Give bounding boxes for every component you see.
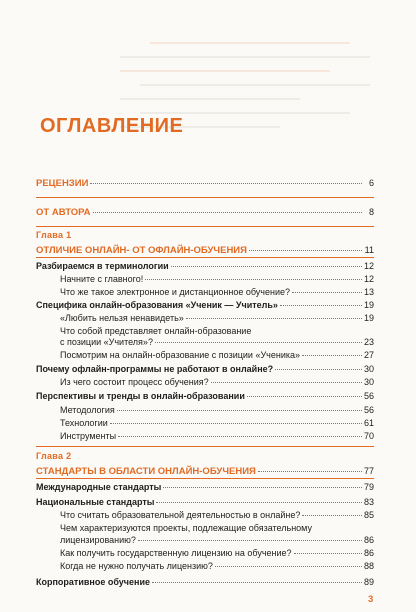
entry-text: «Любить нельзя ненавидеть» — [60, 313, 184, 323]
dot-leader — [302, 354, 362, 356]
toc-entry[interactable] — [36, 391, 374, 402]
entry-text: Что же такое электронное и дистанционное обучение? — [60, 287, 291, 297]
entry-text: Перспективы и тренды в онлайн-образовании — [36, 391, 245, 401]
dot-leader — [215, 565, 362, 567]
entry-page: 19 — [363, 300, 374, 310]
toc-subentry[interactable] — [36, 377, 374, 388]
entry-text: Начните с главного! — [60, 274, 144, 284]
entry-page: 8 — [368, 207, 374, 217]
entry-page: 86 — [363, 535, 374, 545]
chapter-title-text: ОТЛИЧИЕ ОНЛАЙН- ОТ ОФЛАЙН-ОБУЧЕНИЯ — [36, 245, 247, 256]
entry-text: Разбираемся в терминологии — [36, 261, 169, 271]
dot-leader — [90, 182, 362, 184]
entry-page: 27 — [363, 350, 374, 360]
dot-leader — [145, 278, 362, 280]
chapter-rule — [36, 257, 374, 258]
entry-text: Как получить государственную лицензию на обучение? — [60, 548, 292, 558]
dot-leader — [171, 265, 362, 267]
chapter-page: 77 — [363, 466, 374, 476]
chapter-label: Глава 2 — [36, 451, 72, 461]
dot-leader — [163, 486, 362, 488]
toc-title: ОГЛАВЛЕНИЕ — [40, 115, 184, 137]
entry-page: 12 — [363, 261, 374, 271]
toc-entry-from-author[interactable] — [36, 207, 374, 218]
toc-subentry[interactable] — [36, 431, 374, 442]
chapter-rule — [36, 478, 374, 479]
dot-leader — [280, 304, 362, 306]
entry-page: 30 — [363, 364, 374, 374]
toc-subentry[interactable] — [36, 337, 374, 348]
entry-text: Специфика онлайн-образования «Ученик — Учитель» — [36, 300, 278, 310]
divider — [36, 226, 374, 227]
chapter-title-text: СТАНДАРТЫ В ОБЛАСТИ ОНЛАЙН-ОБУЧЕНИЯ — [36, 466, 256, 477]
entry-text: Инструменты — [60, 431, 117, 441]
dot-leader — [152, 581, 362, 583]
toc-entry[interactable] — [36, 482, 374, 493]
toc-entry[interactable] — [36, 261, 374, 272]
entry-page: 23 — [363, 337, 374, 347]
entry-text: с позиции «Учителя»? — [60, 337, 153, 347]
entry-text: Методология — [60, 405, 115, 415]
entry-text: Технологии — [60, 418, 108, 428]
entry-page: 61 — [363, 418, 374, 428]
toc-subentry[interactable] — [36, 561, 374, 572]
entry-page: 83 — [363, 497, 374, 507]
toc-entry[interactable] — [36, 300, 374, 311]
entry-text: Международные стандарты — [36, 482, 162, 492]
toc-subentry[interactable] — [36, 523, 374, 534]
entry-text: Что считать образовательной деятельностью в онлайне? — [60, 510, 301, 520]
dot-leader — [93, 211, 362, 213]
entry-page: 13 — [363, 287, 374, 297]
entry-page: 30 — [363, 377, 374, 387]
entry-text: Корпоративное обучение — [36, 577, 150, 587]
toc-subentry[interactable] — [36, 350, 374, 361]
entry-page: 19 — [363, 313, 374, 323]
dot-leader — [118, 435, 362, 437]
dot-leader — [292, 291, 362, 293]
entry-text: Когда не нужно получать лицензию? — [60, 561, 213, 571]
toc-subentry[interactable] — [36, 326, 374, 337]
entry-text: Чем характеризуются проекты, подлежащие обязательному — [60, 523, 312, 533]
entry-page: 89 — [363, 577, 374, 587]
page-number: 3 — [368, 594, 374, 605]
entry-text: Посмотрим на онлайн-образование с позиции «Ученика» — [60, 350, 301, 360]
entry-text: Почему офлайн-программы не работают в онлайне? — [36, 364, 274, 374]
dot-leader — [247, 395, 362, 397]
entry-page: 6 — [368, 178, 374, 188]
entry-page: 88 — [363, 561, 374, 571]
chapter-page: 11 — [364, 245, 374, 255]
toc-entry[interactable] — [36, 497, 374, 508]
entry-page: 56 — [363, 391, 374, 401]
entry-text: ОТ АВТОРА — [36, 207, 91, 218]
entry-text: Из чего состоит процесс обучения? — [60, 377, 209, 387]
toc-entry[interactable] — [36, 364, 374, 375]
toc-subentry[interactable] — [36, 405, 374, 416]
dot-leader — [275, 368, 362, 370]
toc-subentry[interactable] — [36, 287, 374, 298]
chapter-title-2[interactable] — [36, 466, 374, 477]
dot-leader — [117, 409, 362, 411]
dot-leader — [294, 552, 362, 554]
dot-leader — [258, 470, 362, 472]
divider — [36, 446, 374, 447]
dot-leader — [302, 514, 362, 516]
entry-page: 12 — [363, 274, 374, 284]
dot-leader — [155, 341, 362, 343]
entry-page: 79 — [363, 482, 374, 492]
entry-page: 85 — [363, 510, 374, 520]
dot-leader — [186, 317, 362, 319]
entry-text: РЕЦЕНЗИИ — [36, 178, 89, 189]
toc-entry-reviews[interactable] — [36, 178, 374, 189]
entry-page: 86 — [363, 548, 374, 558]
dot-leader — [138, 539, 362, 541]
entry-page: 70 — [363, 431, 374, 441]
entry-text: лицензированию? — [60, 535, 136, 545]
dot-leader — [211, 381, 362, 383]
toc-subentry[interactable] — [36, 548, 374, 559]
toc-subentry[interactable] — [36, 313, 374, 324]
toc-subentry[interactable] — [36, 510, 374, 521]
toc-subentry[interactable] — [36, 418, 374, 429]
divider — [36, 197, 374, 198]
entry-page: 56 — [363, 405, 374, 415]
entry-text: Национальные стандарты — [36, 497, 155, 507]
dot-leader — [110, 422, 362, 424]
entry-text: Что собой представляет онлайн-образование — [60, 326, 252, 336]
toc-entry[interactable] — [36, 577, 374, 588]
chapter-title-1[interactable] — [36, 245, 374, 256]
chapter-label: Глава 1 — [36, 230, 72, 240]
dot-leader — [249, 249, 362, 251]
toc-subentry[interactable] — [36, 274, 374, 285]
toc-subentry[interactable] — [36, 535, 374, 546]
dot-leader — [156, 501, 362, 503]
